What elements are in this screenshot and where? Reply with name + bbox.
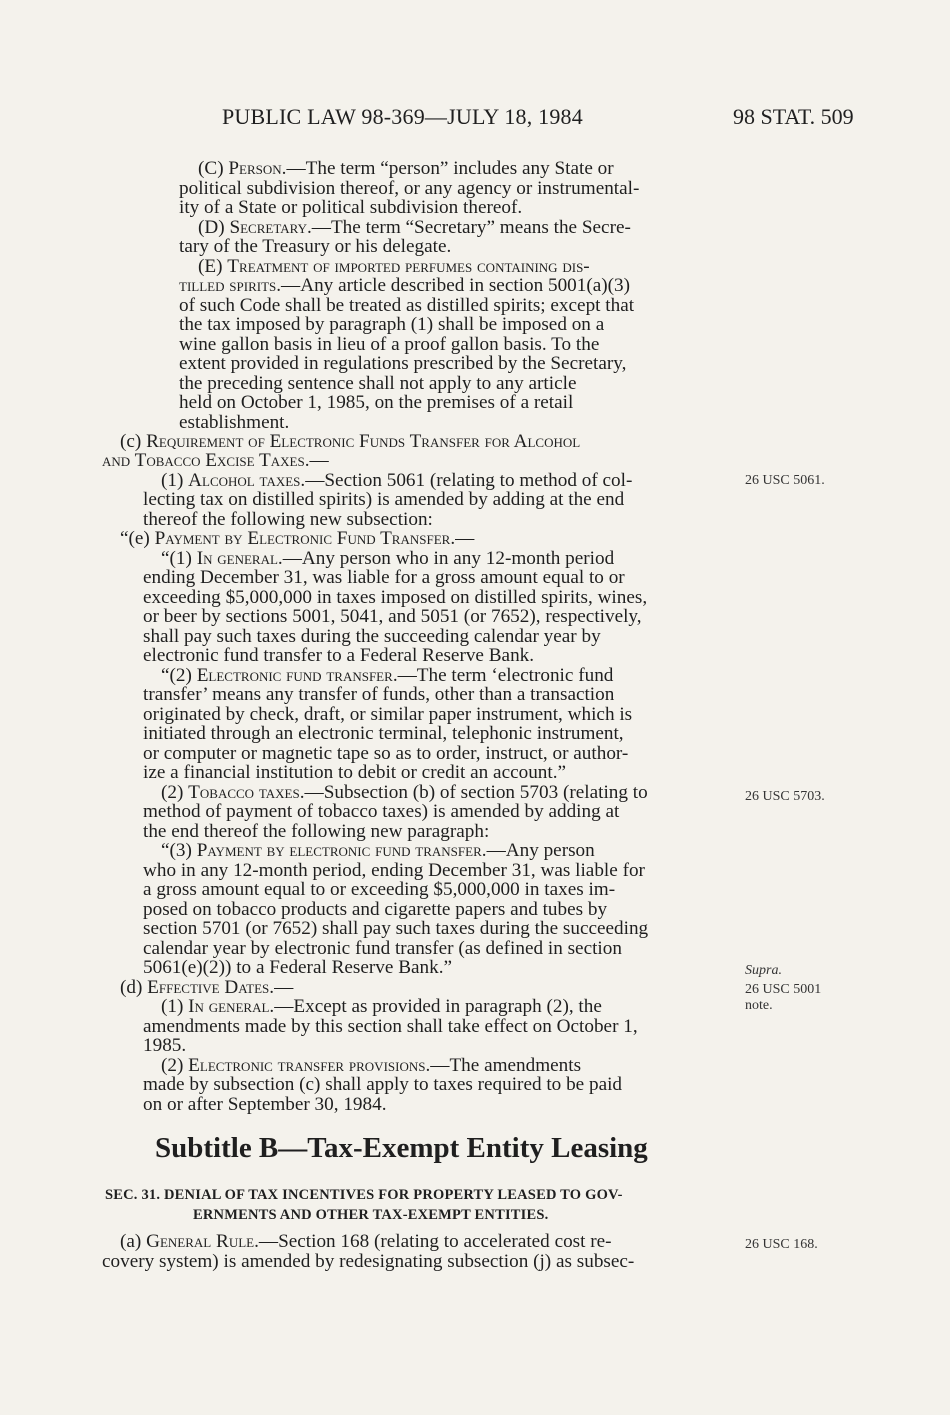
line-text: .—The term “person” includes any State or [281, 158, 614, 179]
text-line-p3-5 [143, 919, 648, 939]
text-line-t2-2 [143, 802, 619, 822]
text-line-p3-7 [143, 958, 452, 978]
text-line-e2-3 [143, 705, 632, 725]
text-line-p3-6 [143, 939, 622, 959]
text-line-e1-4 [143, 607, 642, 627]
text-line-d-eff [120, 978, 293, 998]
line-prefix: (E) [198, 256, 228, 277]
text-line-e1-2 [143, 568, 625, 588]
small-caps-heading: Electronic fund transfer [196, 665, 393, 686]
small-caps-heading: tilled spirits [179, 275, 277, 296]
text-line-e-4 [179, 315, 604, 335]
line-text: originated by check, draft, or similar paper instrument, which is [143, 704, 633, 725]
text-line-e-5 [179, 335, 599, 355]
small-caps-heading: Payment by electronic fund transfer [196, 840, 482, 861]
text-line-t2-3 [143, 822, 489, 842]
line-text: ity of a State or political subdivision thereof. [179, 197, 523, 218]
section-heading-line-1: SEC. 31. DENIAL OF TAX INCENTIVES FOR PROPERTY LEASED TO GOV- [105, 1187, 623, 1203]
margin-note-26-usc-5001: 26 USC 5001 [745, 982, 822, 997]
line-text: .—Subsection (b) of section 5703 (relating to [299, 782, 648, 803]
text-line-e-7 [179, 374, 576, 394]
small-caps-heading: and Tobacco Excise Taxes [102, 450, 305, 471]
line-prefix: (2) [161, 782, 189, 803]
page-header [0, 104, 950, 134]
statute-page-number: 98 STAT. 509 [733, 104, 854, 129]
text-line-e-9 [179, 413, 289, 433]
text-line-c-req-1 [120, 432, 580, 452]
text-line-e2-4 [143, 724, 624, 744]
line-text: on or after September 30, 1984. [143, 1094, 387, 1115]
small-caps-heading: Tobacco taxes [188, 782, 300, 803]
text-line-a-gen-1 [120, 1232, 612, 1252]
line-text: thereof the following new subsection: [143, 509, 433, 530]
line-text: a gross amount equal to or exceeding $5,000,000 in taxes im- [143, 879, 616, 900]
line-text: .—The term “Secretary” means the Secre- [306, 217, 631, 238]
small-caps-heading: In general [188, 996, 270, 1017]
line-text: .—Except as provided in paragraph (2), the [269, 996, 602, 1017]
section-heading-line-2: ERNMENTS AND OTHER TAX-EXEMPT ENTITIES. [193, 1207, 549, 1223]
text-line-e2-1 [161, 666, 613, 686]
small-caps-heading: Person [228, 158, 282, 179]
line-text: ending December 31, was liable for a gross amount equal to or [143, 567, 625, 588]
line-text: initiated through an electronic terminal, telephonic instrument, [143, 723, 624, 744]
line-text: .—Section 168 (relating to accelerated cost re- [254, 1231, 612, 1252]
line-text: lecting tax on distilled spirits) is amended by adding at the end [143, 489, 625, 510]
small-caps-heading: Effective Dates [147, 977, 270, 998]
line-text: exceeding $5,000,000 in taxes imposed on distilled spirits, wines, [143, 587, 648, 608]
text-line-d2-3 [143, 1095, 387, 1115]
line-text: held on October 1, 1985, on the premises of a retail [179, 392, 574, 413]
line-text: shall pay such taxes during the succeeding calendar year by [143, 626, 601, 647]
line-text: .—The term ‘electronic fund [392, 665, 614, 686]
line-text: transfer’ means any transfer of funds, other than a transaction [143, 684, 615, 705]
line-text: the preceding sentence shall not apply to any article [179, 373, 577, 394]
text-line-c-req-2 [102, 451, 329, 471]
text-line-e-3 [179, 296, 634, 316]
line-prefix: “(2) [161, 665, 197, 686]
line-text: political subdivision thereof, or any agency or instrumental- [179, 178, 640, 199]
text-line-c1-2 [143, 490, 624, 510]
line-text: section 5701 (or 7652) shall pay such taxes during the succeeding [143, 918, 649, 939]
subtitle-heading: Subtitle B—Tax-Exempt Entity Leasing [155, 1132, 648, 1164]
line-text: .—Any person who in any 12-month period [277, 548, 615, 569]
line-text: ize a financial institution to debit or credit an account.” [143, 762, 567, 783]
margin-note-note: note. [745, 998, 773, 1013]
line-prefix: “(1) [161, 548, 197, 569]
line-text: .— [450, 528, 475, 549]
line-text: .—Any person [481, 840, 595, 861]
line-text: calendar year by electronic fund transfer (as defined in section [143, 938, 622, 959]
line-prefix: (D) [198, 217, 230, 238]
text-line-d1-1 [161, 997, 602, 1017]
line-prefix: “(e) [120, 528, 155, 549]
text-line-e1-6 [143, 646, 534, 666]
text-line-e2-5 [143, 744, 628, 764]
text-line-e-6 [179, 354, 626, 374]
text-line-e-2 [179, 276, 630, 296]
line-text: .— [269, 977, 294, 998]
margin-note-26-usc-168: 26 USC 168. [745, 1237, 818, 1252]
line-prefix: (2) [161, 1055, 189, 1076]
small-caps-heading: Alcohol taxes [188, 470, 301, 491]
line-prefix: (C) [198, 158, 229, 179]
line-text: made by subsection (c) shall apply to taxes required to be paid [143, 1074, 623, 1095]
line-text: extent provided in regulations prescribed by the Secretary, [179, 353, 627, 374]
small-caps-heading: Secretary [229, 217, 307, 238]
line-text: of such Code shall be treated as distilled spirits; except that [179, 295, 635, 316]
line-text: wine gallon basis in lieu of a proof gallon basis. To the [179, 334, 600, 355]
line-text: posed on tobacco products and cigarette papers and tubes by [143, 899, 608, 920]
line-text: covery system) is amended by redesignating subsection (j) as subsec- [102, 1251, 635, 1272]
text-line-e-1 [198, 257, 590, 277]
text-line-d2-2 [143, 1075, 622, 1095]
text-line-c-person-1 [198, 159, 614, 179]
margin-note-26-usc-5061: 26 USC 5061. [745, 473, 825, 488]
text-line-p3-3 [143, 880, 615, 900]
margin-note-supra-text: Supra. [745, 963, 782, 978]
small-caps-heading: Electronic transfer provisions [188, 1055, 426, 1076]
text-line-p3-1 [161, 841, 595, 861]
text-line-t2-1 [161, 783, 648, 803]
small-caps-heading: Payment by Electronic Fund Transfer [154, 528, 451, 549]
small-caps-heading: In general [196, 548, 278, 569]
line-prefix: “(3) [161, 840, 197, 861]
line-text: or beer by sections 5001, 5041, and 5051 (or 7652), respectively, [143, 606, 642, 627]
small-caps-heading: Requirement of Electronic Funds Transfer for Alcohol [146, 431, 581, 452]
text-line-e-8 [179, 393, 573, 413]
line-text: electronic fund transfer to a Federal Reserve Bank. [143, 645, 535, 666]
line-text: .— [304, 450, 329, 471]
text-line-e1-3 [143, 588, 647, 608]
line-prefix: (d) [120, 977, 148, 998]
line-text: tary of the Treasury or his delegate. [179, 236, 452, 257]
text-line-d-sec-2 [179, 237, 451, 257]
running-title: PUBLIC LAW 98-369—JULY 18, 1984 [222, 104, 583, 129]
text-line-e1-5 [143, 627, 601, 647]
line-text: who in any 12-month period, ending December 31, was liable for [143, 860, 645, 881]
line-text: or computer or magnetic tape so as to order, instruct, or author- [143, 743, 629, 764]
text-line-c-person-2 [179, 179, 639, 199]
text-line-e2-2 [143, 685, 614, 705]
small-caps-heading: General Rule [146, 1231, 255, 1252]
text-line-p3-2 [143, 861, 645, 881]
text-line-e-pay [120, 529, 474, 549]
line-text: the tax imposed by paragraph (1) shall be imposed on a [179, 314, 605, 335]
line-prefix: (c) [120, 431, 147, 452]
text-line-d1-3 [143, 1036, 186, 1056]
line-text: amendments made by this section shall take effect on October 1, [143, 1016, 638, 1037]
line-text: .—Any article described in section 5001(a)(3) [276, 275, 631, 296]
text-line-c-person-3 [179, 198, 522, 218]
line-text: method of payment of tobacco taxes) is amended by adding at [143, 801, 620, 822]
line-prefix: (1) [161, 470, 189, 491]
line-text: 5061(e)(2)) to a Federal Reserve Bank.” [143, 957, 453, 978]
text-line-p3-4 [143, 900, 607, 920]
text-line-d-sec-1 [198, 218, 631, 238]
margin-note-26-usc-5703: 26 USC 5703. [745, 789, 825, 804]
text-line-a-gen-2 [102, 1252, 634, 1272]
text-line-e1-1 [161, 549, 614, 569]
line-text: establishment. [179, 412, 290, 433]
small-caps-heading: Treatment of imported perfumes containing dis- [227, 256, 590, 277]
line-text: 1985. [143, 1035, 187, 1056]
text-line-c1-3 [143, 510, 433, 530]
line-prefix: (a) [120, 1231, 147, 1252]
margin-note-supra [745, 963, 782, 979]
line-text: .—The amendments [425, 1055, 582, 1076]
text-line-c1-1 [161, 471, 632, 491]
line-prefix: (1) [161, 996, 189, 1017]
text-line-d1-2 [143, 1017, 638, 1037]
line-text: the end thereof the following new paragraph: [143, 821, 490, 842]
text-line-d2-1 [161, 1056, 581, 1076]
text-line-e2-6 [143, 763, 566, 783]
line-text: .—Section 5061 (relating to method of col- [300, 470, 633, 491]
